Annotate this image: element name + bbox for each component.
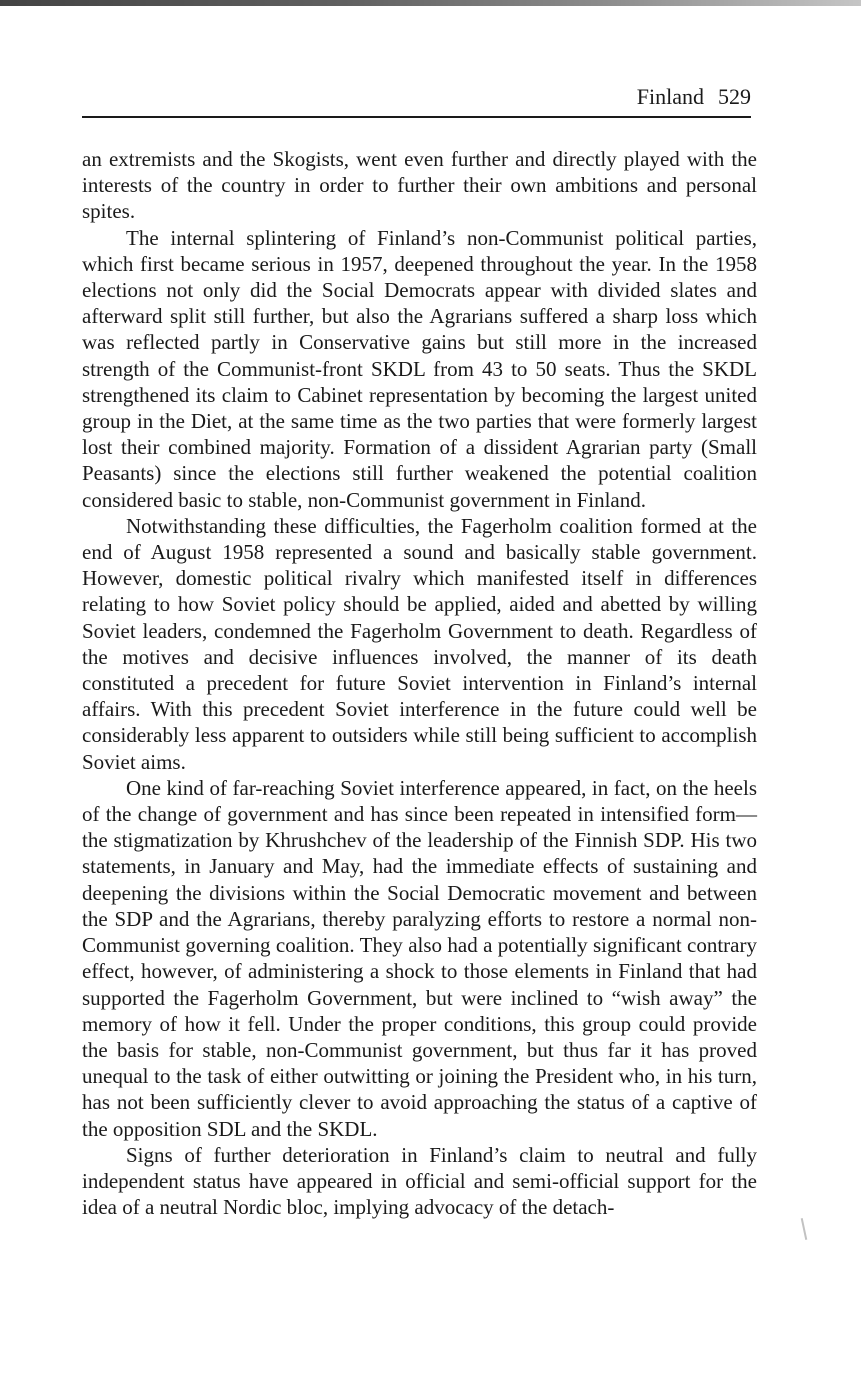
paragraph: The internal splintering of Finland’s non-Communist political parties, which first became serious in 1957, deepened throughout the year. In the 1958 elections not only did the Social Democrats appear with divided slates and afterward split still further, but also the Agrarians suffered a sharp loss which was reflected partly in Conservative gains but still more in the increased strength of the Communist-front SKDL from 43 to 50 seats. Thus the SKDL strengthened its claim to Cabinet representation by becoming the largest united group in the Diet, at the same time as the two parties that were formerly largest lost their combined majority. Formation of a dissident Agrarian party (Small Peasants) since the elections still further weakened the potential coalition considered basic to stable, non-Communist government in Finland. [82,225,757,512]
scan-top-edge [0,0,861,6]
page-number: 529 [718,84,751,109]
margin-pencil-mark [801,1218,808,1240]
running-head [82,82,751,112]
paragraph: Notwithstanding these difficulties, the Fagerholm coalition formed at the end of August 1958 represented a sound and basically stable government. However, domestic political rivalry which manifested itself in differences relating to how Soviet policy should be applied, aided and abetted by willing Soviet leaders, condemned the Fagerholm Government to death. Regardless of the motives and decisive influences involved, the manner of its death constituted a precedent for future Soviet intervention in Finland’s internal affairs. With this precedent Soviet interference in the future could well be considerably less apparent to outsiders while still being sufficient to accomplish Soviet aims. [82,513,757,774]
paragraph: One kind of far-reaching Soviet interference appeared, in fact, on the heels of the change of government and has since been repeated in intensified form—the stigmatization by Khrushchev of the leadership of the Finnish SDP. His two statements, in January and May, had the immediate effects of sustaining and deepening the divisions within the Social Democratic movement and between the SDP and the Agrarians, thereby paralyzing efforts to restore a normal non-Communist governing coalition. They also had a potentially significant contrary effect, however, of administering a shock to those elements in Finland that had supported the Fagerholm Government, but were inclined to “wish away” the memory of how it fell. Under the proper conditions, this group could provide the basis for stable, non-Communist government, but thus far it has proved unequal to the task of either outwitting or joining the President who, in his turn, has not been sufficiently clever to avoid approaching the status of a captive of the opposition SDL and the SKDL. [82,775,757,1141]
paragraph-continued: an extremists and the Skogists, went even further and directly played with the interests of the country in order to further their own ambitions and personal spites. [82,147,757,224]
body-text [82,146,757,1220]
running-title: Finland [636,84,704,109]
header-rule [82,116,751,118]
paragraph: Signs of further deterioration in Finland’s claim to neutral and fully independent status have appeared in official and semi-official support for the idea of a neutral Nordic bloc, implying advocacy of the detach- [82,1142,757,1220]
